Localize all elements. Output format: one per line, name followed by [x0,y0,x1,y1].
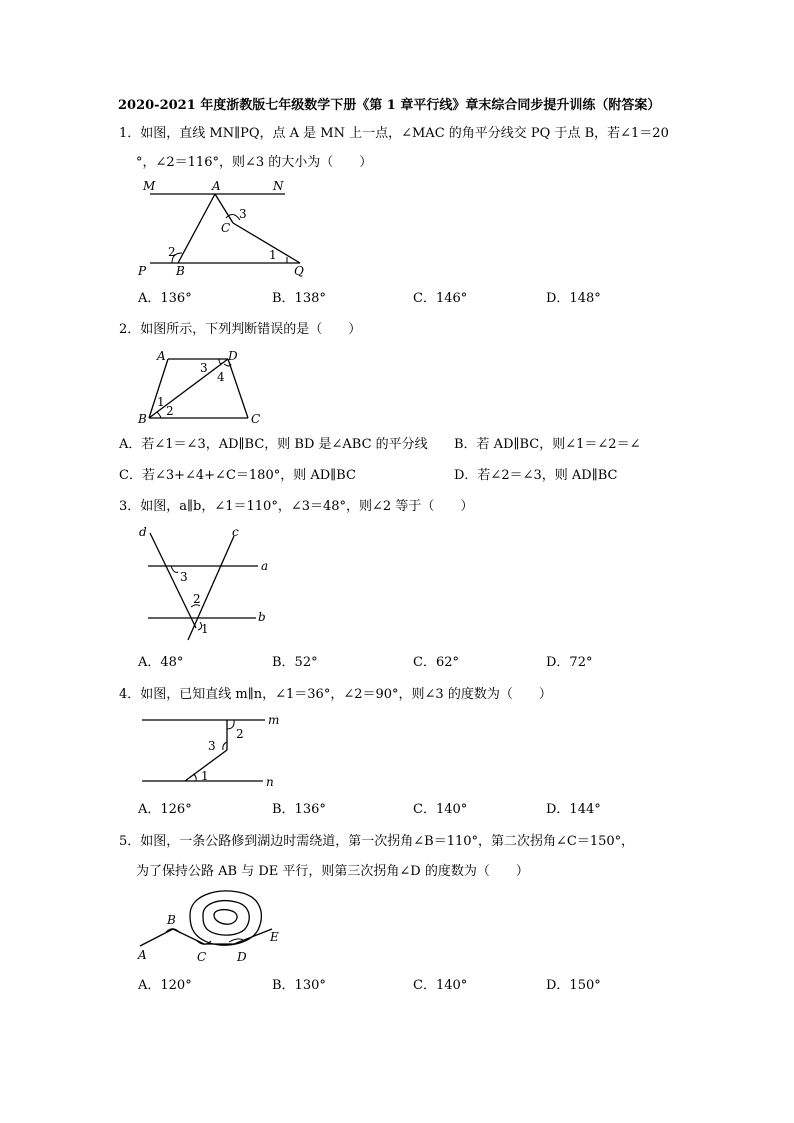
q5-option-b: B．130° [272,978,326,993]
q5-option-c: C．140° [413,978,468,993]
q2-label-1: 1 [157,395,165,409]
q1-label-A: A [212,179,221,193]
q5-stem-line1: 5．如图，一条公路修到湖边时需绕道，第一次拐角∠B＝110°，第二次拐角∠C＝150°， [119,834,635,849]
q4-option-d: D．144° [546,802,601,817]
q2-option-b: B．若 AD∥BC，则∠1＝∠2＝∠ [454,437,641,452]
q3-label-3: 3 [180,570,188,584]
q4-label-n: n [266,775,274,789]
q3-option-c: C．62° [413,655,459,670]
q4-label-m: m [268,713,280,727]
q3-stem: 3．如图，a∥b，∠1＝110°，∠3＝48°，则∠2 等于（ ） [119,499,474,514]
q5-option-d: D．150° [546,978,601,993]
q4-label-3: 3 [208,739,216,753]
q4-label-2: 2 [236,727,244,741]
q2-label-4: 4 [217,370,225,384]
q1-stem-line2: °，∠2＝116°，则∠3 的大小为（ ） [136,155,373,170]
q5-label-A: A [138,948,147,962]
q5-label-D: D [237,950,247,964]
q2-label-3: 3 [200,361,208,375]
q3-label-b: b [258,610,266,624]
q5-stem-line2: 为了保持公路 AB 与 DE 平行，则第三次拐角∠D 的度数为（ ） [136,864,529,879]
q4-stem: 4．如图，已知直线 m∥n，∠1＝36°，∠2＝90°，则∠3 的度数为（ ） [119,687,552,702]
q1-label-N: N [273,179,284,193]
q2-label-A: A [157,349,166,363]
q3-option-b: B．52° [272,655,318,670]
page-title: 2020-2021 年度浙教版七年级数学下册《第 1 章平行线》章末综合同步提升训练（附答案） [118,98,661,113]
q4-label-1: 1 [201,769,209,783]
q1-option-c: C．146° [413,291,468,306]
q1-label-2: 2 [168,245,176,259]
q1-label-1: 1 [269,248,277,262]
lake-contour-middle [203,901,249,935]
q1-label-M: M [143,179,156,193]
q4-option-c: C．140° [413,802,468,817]
q2-label-B: B [138,412,147,426]
q3-label-1: 1 [201,622,209,636]
q1-label-3: 3 [239,207,247,221]
q4-option-a: A．126° [138,802,192,817]
q3-option-a: A．48° [138,655,184,670]
q4-option-b: B．136° [272,802,326,817]
q2-option-c: C．若∠3+∠4+∠C＝180°，则 AD∥BC [119,468,356,483]
q1-label-C: C [221,221,231,235]
q2-label-D: D [228,349,238,363]
q1-label-Q: Q [294,264,304,278]
q1-label-P: P [138,264,147,278]
q1-option-d: D．148° [546,291,601,306]
q5-option-a: A．120° [138,978,192,993]
q2-option-a: A．若∠1＝∠3，AD∥BC，则 BD 是∠ABC 的平分线 [119,437,428,452]
q2-label-C: C [251,412,261,426]
q5-label-B: B [167,913,176,927]
q2-label-2: 2 [166,404,174,418]
q1-option-b: B．138° [272,291,326,306]
q5-label-C: C [197,950,207,964]
q1-option-a: A．136° [138,291,192,306]
q2-stem: 2．如图所示，下列判断错误的是（ ） [119,322,362,337]
q3-label-a: a [261,559,269,573]
q3-option-d: D．72° [546,655,593,670]
q3-label-d: d [139,525,147,539]
q3-label-2: 2 [193,592,201,606]
q1-label-B: B [176,264,185,278]
lake-contour-inner [214,910,237,925]
q5-label-E: E [270,930,279,944]
q1-stem-line1: 1．如图，直线 MN∥PQ，点 A 是 MN 上一点，∠MAC 的角平分线交 PQ 于点 B，若∠1＝20 [119,126,669,141]
q2-option-d: D．若∠2＝∠3，则 AD∥BC [454,468,618,483]
q3-label-c: c [232,525,239,539]
